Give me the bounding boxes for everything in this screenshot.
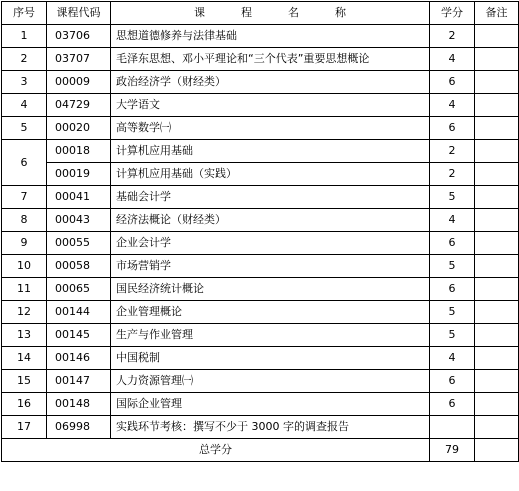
- course-code: 00065: [47, 278, 111, 301]
- table-row: [2, 370, 519, 393]
- table-row: [2, 393, 519, 416]
- row-number: 6: [2, 140, 47, 186]
- table-row: [2, 163, 519, 186]
- row-number: 4: [2, 94, 47, 117]
- header-row: [2, 2, 519, 25]
- course-credit: 4: [430, 94, 475, 117]
- course-name: 实践环节考核：撰写不少于 3000 字的调查报告: [111, 416, 430, 439]
- course-remark: [475, 163, 519, 186]
- course-credit: 4: [430, 209, 475, 232]
- row-number: 15: [2, 370, 47, 393]
- table-row: [2, 186, 519, 209]
- table-row: [2, 324, 519, 347]
- row-number: 11: [2, 278, 47, 301]
- course-code: 00148: [47, 393, 111, 416]
- row-number: 8: [2, 209, 47, 232]
- row-number: 17: [2, 416, 47, 439]
- total-remark: [475, 439, 519, 462]
- course-credit: 6: [430, 71, 475, 94]
- table-row: [2, 255, 519, 278]
- header-no: 序号: [2, 2, 47, 25]
- course-remark: [475, 186, 519, 209]
- row-number: 10: [2, 255, 47, 278]
- course-remark: [475, 25, 519, 48]
- course-code: 00019: [47, 163, 111, 186]
- course-code: 03706: [47, 25, 111, 48]
- course-credit: 2: [430, 25, 475, 48]
- row-number: 3: [2, 71, 47, 94]
- row-number: 1: [2, 25, 47, 48]
- course-remark: [475, 301, 519, 324]
- course-name: 企业会计学: [111, 232, 430, 255]
- course-remark: [475, 324, 519, 347]
- course-code: 00145: [47, 324, 111, 347]
- table-row: [2, 278, 519, 301]
- course-name: 中国税制: [111, 347, 430, 370]
- course-name: 政治经济学（财经类）: [111, 71, 430, 94]
- course-credit: 6: [430, 278, 475, 301]
- table-row: [2, 94, 519, 117]
- course-remark: [475, 370, 519, 393]
- table-row: [2, 416, 519, 439]
- table-row: [2, 209, 519, 232]
- course-name: 企业管理概论: [111, 301, 430, 324]
- course-name: 计算机应用基础（实践）: [111, 163, 430, 186]
- table-row: [2, 301, 519, 324]
- course-name: 计算机应用基础: [111, 140, 430, 163]
- table-row: [2, 232, 519, 255]
- course-remark: [475, 416, 519, 439]
- course-name: 基础会计学: [111, 186, 430, 209]
- total-row: [2, 439, 519, 462]
- row-number: 2: [2, 48, 47, 71]
- course-code: 04729: [47, 94, 111, 117]
- course-remark: [475, 94, 519, 117]
- course-code: 00146: [47, 347, 111, 370]
- course-credit: 5: [430, 324, 475, 347]
- course-remark: [475, 71, 519, 94]
- course-name: 市场营销学: [111, 255, 430, 278]
- row-number: 12: [2, 301, 47, 324]
- row-number: 13: [2, 324, 47, 347]
- course-name: 毛泽东思想、邓小平理论和“三个代表”重要思想概论: [111, 48, 430, 71]
- course-credit: 2: [430, 163, 475, 186]
- total-credits-label: 总学分: [2, 439, 430, 462]
- course-code: 03707: [47, 48, 111, 71]
- course-code: 00147: [47, 370, 111, 393]
- header-credit: 学分: [430, 2, 475, 25]
- course-remark: [475, 232, 519, 255]
- course-remark: [475, 140, 519, 163]
- course-name: 生产与作业管理: [111, 324, 430, 347]
- header-code: 课程代码: [47, 2, 111, 25]
- course-code: 00020: [47, 117, 111, 140]
- course-credit: 5: [430, 301, 475, 324]
- course-credit: 4: [430, 48, 475, 71]
- course-remark: [475, 117, 519, 140]
- course-code: 00041: [47, 186, 111, 209]
- header-name-char: 程: [241, 6, 252, 19]
- course-remark: [475, 278, 519, 301]
- course-remark: [475, 209, 519, 232]
- course-credit: 5: [430, 186, 475, 209]
- table-row: [2, 347, 519, 370]
- header-name-char: 名: [288, 6, 299, 19]
- table-row: [2, 117, 519, 140]
- course-name: 思想道德修养与法律基础: [111, 25, 430, 48]
- course-name: 国际企业管理: [111, 393, 430, 416]
- row-number: 14: [2, 347, 47, 370]
- total-credits-value: 79: [430, 439, 475, 462]
- course-name: 高等数学㈠: [111, 117, 430, 140]
- course-name: 国民经济统计概论: [111, 278, 430, 301]
- course-remark: [475, 255, 519, 278]
- course-name: 大学语文: [111, 94, 430, 117]
- course-credit: 5: [430, 255, 475, 278]
- course-credit: 6: [430, 232, 475, 255]
- header-name: [111, 2, 430, 25]
- course-code: 06998: [47, 416, 111, 439]
- course-credit: 4: [430, 347, 475, 370]
- row-number: 9: [2, 232, 47, 255]
- course-remark: [475, 347, 519, 370]
- table-row: [2, 48, 519, 71]
- course-remark: [475, 393, 519, 416]
- course-code: 00144: [47, 301, 111, 324]
- table-row: [2, 140, 519, 163]
- course-credit: 2: [430, 140, 475, 163]
- course-name: 经济法概论（财经类）: [111, 209, 430, 232]
- header-remark: 备注: [475, 2, 519, 25]
- course-name: 人力资源管理㈠: [111, 370, 430, 393]
- course-code: 00018: [47, 140, 111, 163]
- course-code: 00043: [47, 209, 111, 232]
- curriculum-table: [1, 1, 519, 462]
- table-row: [2, 25, 519, 48]
- course-code: 00058: [47, 255, 111, 278]
- course-credit: 6: [430, 393, 475, 416]
- row-number: 16: [2, 393, 47, 416]
- course-credit: 6: [430, 370, 475, 393]
- header-name-char: 称: [335, 6, 346, 19]
- table-row: [2, 71, 519, 94]
- header-name-char: 课: [194, 6, 205, 19]
- course-credit: [430, 416, 475, 439]
- course-credit: 6: [430, 117, 475, 140]
- course-code: 00009: [47, 71, 111, 94]
- row-number: 5: [2, 117, 47, 140]
- course-remark: [475, 48, 519, 71]
- course-code: 00055: [47, 232, 111, 255]
- row-number: 7: [2, 186, 47, 209]
